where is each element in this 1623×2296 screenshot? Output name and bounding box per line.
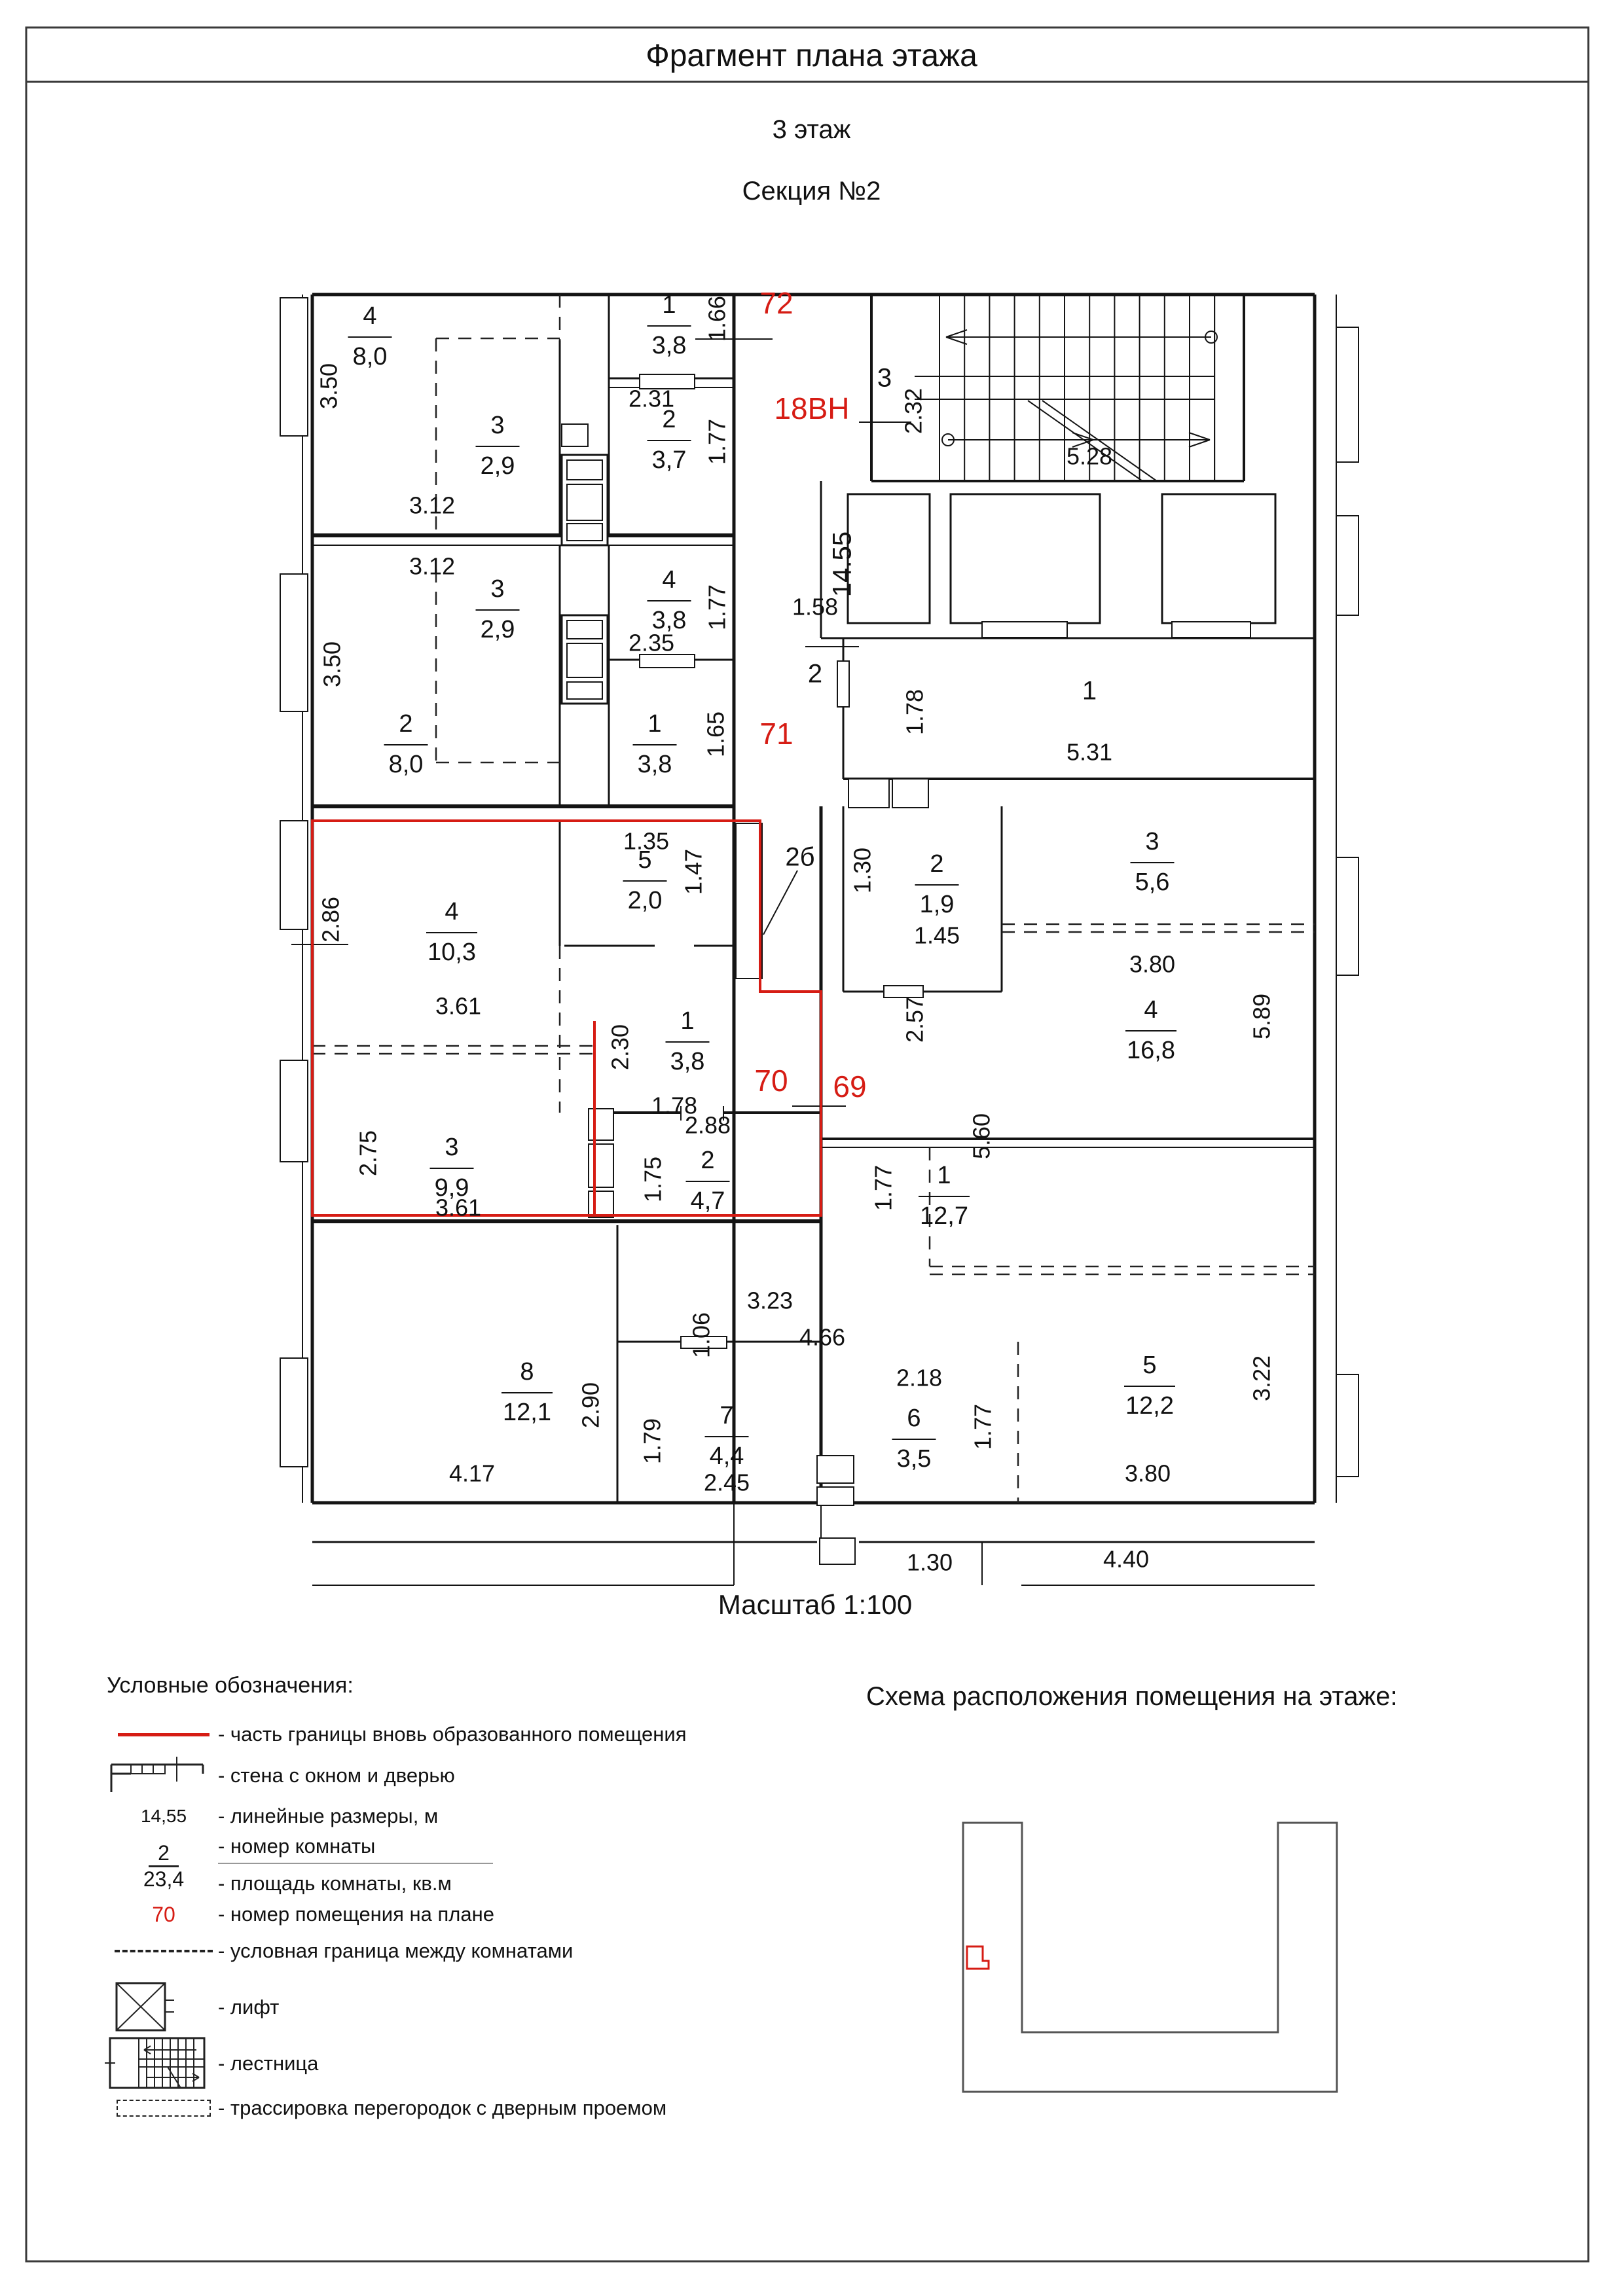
wall-opening-symbol <box>640 655 695 668</box>
partition-tracing-icon <box>105 2085 223 2131</box>
page-title: Фрагмент плана этажа <box>646 39 977 73</box>
dim-label: 2.30 <box>606 1024 634 1071</box>
wall-opening-symbol <box>817 1456 854 1483</box>
wall-opening-symbol <box>589 1144 613 1187</box>
room-number: 3 <box>1145 828 1159 856</box>
wall-opening-symbol <box>892 779 928 808</box>
dim-label: 1.45 <box>913 922 960 949</box>
dim-label: 3.23 <box>746 1287 793 1314</box>
wall-opening-symbol <box>848 494 930 623</box>
room-area: 5,6 <box>1135 869 1170 897</box>
dim-label: 4.40 <box>1103 1545 1150 1573</box>
room-number: 4 <box>662 566 676 594</box>
unit-number-label: 18ВН <box>774 391 850 426</box>
dim-label: 1.75 <box>639 1156 666 1203</box>
room-area: 3,8 <box>651 332 687 360</box>
plan-note: 2б <box>785 842 815 872</box>
wall-opening-symbol <box>817 1487 854 1505</box>
room-area: 3,5 <box>896 1445 932 1473</box>
room-number: 3 <box>490 575 505 603</box>
scale-note: Масштаб 1:100 <box>718 1589 913 1620</box>
stair-arrow <box>946 330 1211 344</box>
room-number: 5 <box>1142 1352 1157 1380</box>
room-area: 4,4 <box>709 1443 744 1471</box>
wall-opening-symbol <box>567 682 602 699</box>
dim-label: 4.17 <box>448 1460 496 1487</box>
floor-subtitle: 3 этаж <box>772 115 851 144</box>
wall-opening-symbol <box>280 298 308 436</box>
room-number: 4 <box>1144 996 1158 1024</box>
dim-label: 3.80 <box>1129 950 1176 978</box>
dim-label: 1.66 <box>703 295 731 342</box>
room-area: 8,0 <box>388 751 424 779</box>
legend-item-new-boundary: - часть границы вновь образованного помещения <box>92 1712 877 1757</box>
room-area: 2,0 <box>627 887 663 915</box>
dim-label: 3.61 <box>435 992 482 1020</box>
room-area: 12,1 <box>503 1399 551 1427</box>
wall-opening-symbol <box>567 620 602 639</box>
legend-heading: Условные обозначения: <box>107 1673 354 1698</box>
room-number: 2 <box>930 850 944 878</box>
room-area: 4,7 <box>690 1187 725 1215</box>
dim-label: 5.31 <box>1066 738 1113 766</box>
wall-opening-symbol <box>567 643 602 677</box>
room-number: 2 <box>662 406 676 434</box>
wall-opening-symbol <box>1162 494 1275 623</box>
legend-item-partition-tracing: - трассировка перегородок с дверным проемом <box>92 2085 877 2131</box>
room-area: 3,8 <box>637 751 672 779</box>
wall-opening-symbol <box>1336 516 1359 615</box>
building-outline <box>963 1823 1337 2092</box>
dashed-boundary-icon <box>105 1928 223 1974</box>
dim-label: 2.45 <box>703 1469 750 1496</box>
room-area: 16,8 <box>1127 1037 1175 1065</box>
room-area: 3,8 <box>670 1048 705 1076</box>
dim-label: 1.06 <box>687 1312 715 1359</box>
wall-opening-symbol <box>280 1358 308 1467</box>
wall-opening-symbol <box>736 823 762 978</box>
dim-label: 2.31 <box>628 385 675 412</box>
dim-label: 3.12 <box>409 492 456 519</box>
plan-note: 2 <box>807 659 823 689</box>
wall-opening-symbol <box>848 779 889 808</box>
dim-label: 5.28 <box>1066 442 1113 470</box>
room-number: 1 <box>647 710 662 738</box>
plan-note: 3 <box>877 363 892 393</box>
wall-opening-symbol <box>280 821 308 929</box>
room-area: 2,9 <box>480 616 515 644</box>
wall-opening-symbol <box>589 1191 613 1217</box>
wall-opening-symbol <box>562 424 588 446</box>
dim-label: 1.30 <box>848 847 876 894</box>
dim-label: 1.78 <box>901 689 928 736</box>
wall-opening-symbol <box>567 524 602 541</box>
dim-label: 1.77 <box>969 1403 996 1450</box>
dim-label: 1.77 <box>869 1164 897 1211</box>
dim-label: 2.75 <box>354 1130 382 1177</box>
room-area: 2,9 <box>480 452 515 480</box>
dim-label: 1.30 <box>906 1549 953 1576</box>
room-area: 10,3 <box>428 939 476 967</box>
dim-label: 1.78 <box>651 1092 698 1119</box>
room-number: 1 <box>937 1162 951 1190</box>
plan-note: 1 <box>1082 676 1097 706</box>
dim-label: 1.65 <box>702 711 729 758</box>
room-area: 12,2 <box>1125 1392 1174 1420</box>
dim-label: 2.90 <box>577 1382 604 1429</box>
dim-label: 5.60 <box>968 1113 995 1160</box>
room-number: 3 <box>490 412 505 440</box>
room-area: 9,9 <box>434 1174 469 1202</box>
wall-opening-symbol <box>567 460 602 480</box>
room-number: 3 <box>445 1134 459 1162</box>
unit-number-sample: 70 <box>152 1902 175 1926</box>
room-area: 1,9 <box>919 891 955 919</box>
legend-item-room-number-area: $\frac{2}{23,4}$ - номер комнаты - площадь комнаты, кв.м <box>92 1830 877 1902</box>
staircase-icon <box>105 2034 223 2093</box>
dim-label: 2.18 <box>896 1364 943 1391</box>
unit-number-label: 71 <box>759 717 793 751</box>
legend-item-linear-dims: 14,55 - линейные размеры, м <box>92 1793 877 1839</box>
elevator-icon <box>105 1978 223 2037</box>
dim-label: 1.35 <box>623 827 670 855</box>
wall-opening-symbol <box>589 1109 613 1140</box>
dim-label: 5.89 <box>1248 993 1275 1040</box>
wall-opening-symbol <box>567 484 602 520</box>
wall-opening-symbol <box>1336 1374 1359 1477</box>
dim-label: 3.80 <box>1124 1460 1171 1487</box>
wall-opening-symbol <box>820 1538 855 1564</box>
unit-number-label: 72 <box>759 286 793 321</box>
wall-opening-symbol <box>1336 857 1359 975</box>
section-subtitle: Секция №2 <box>742 177 881 206</box>
location-scheme <box>963 1823 1337 2092</box>
dim-label: 1.77 <box>703 418 731 465</box>
room-area: 3,7 <box>651 446 687 475</box>
balcony-leader-line <box>763 870 797 935</box>
dim-label: 4.66 <box>799 1323 846 1351</box>
unit-number-label: 70 <box>754 1064 788 1098</box>
room-number: 8 <box>520 1358 534 1386</box>
room-number: 7 <box>720 1402 734 1430</box>
dim-label: 1.77 <box>703 584 731 631</box>
dim-label: 1.47 <box>680 848 707 895</box>
room-number: 1 <box>680 1007 695 1035</box>
red-boundary-line-icon <box>105 1712 223 1757</box>
legend-item-conditional-boundary: - условная граница между комнатами <box>92 1928 877 1974</box>
wall-opening-symbol <box>1172 622 1250 637</box>
wall-opening-symbol <box>280 1060 308 1162</box>
dim-label: 1.58 <box>792 593 839 620</box>
dim-label: 14.55 <box>828 531 857 598</box>
dim-label: 3.61 <box>435 1194 482 1221</box>
legend-item-wall-window-door: - стена с окном и дверью <box>92 1753 877 1799</box>
room-number: 4 <box>363 302 377 331</box>
dim-label: 2.32 <box>900 387 927 435</box>
dim-label: 3.50 <box>315 363 342 410</box>
dim-label: 2.86 <box>317 896 344 943</box>
room-number: 6 <box>907 1405 921 1433</box>
room-number: 1 <box>662 291 676 319</box>
wall-opening-symbol <box>982 622 1067 637</box>
plan-labels <box>316 286 1275 1575</box>
unit-number-label: 69 <box>833 1069 867 1104</box>
wall-opening-symbol <box>951 494 1100 623</box>
wall-window-door-icon <box>105 1753 223 1799</box>
dim-label: 2.88 <box>684 1111 731 1139</box>
scheme-heading: Схема расположения помещения на этаже: <box>866 1682 1398 1711</box>
room-number: 2 <box>701 1147 715 1175</box>
wall-opening-symbol <box>884 986 923 997</box>
dim-label: 1.79 <box>638 1418 666 1465</box>
legend-item-elevator: - лифт <box>92 1978 877 2037</box>
room-area: 12,7 <box>920 1202 968 1230</box>
dim-label: 3.12 <box>409 552 456 580</box>
wall-opening-symbol <box>1336 327 1359 462</box>
room-fraction-sample: $\frac{2}{23,4}$ <box>143 1840 185 1891</box>
room-number: 4 <box>445 898 459 926</box>
room-area: 3,8 <box>651 607 687 635</box>
dim-label: 3.22 <box>1248 1355 1275 1402</box>
dim-label: 2.57 <box>901 996 928 1043</box>
legend-divider <box>218 1863 493 1864</box>
legend-item-staircase: - лестница <box>92 2034 877 2093</box>
room-number: 2 <box>399 710 413 738</box>
dim-label: 2.35 <box>628 629 675 656</box>
wall-opening-symbol <box>280 574 308 711</box>
room-number: 5 <box>638 846 652 874</box>
linear-dim-sample: 14,55 <box>140 1806 187 1826</box>
dim-label: 3.50 <box>318 641 346 688</box>
wall-opening-symbol <box>837 661 849 707</box>
room-area: 8,0 <box>352 343 388 371</box>
legend-item-unit-number: 70 - номер помещения на плане <box>92 1892 877 1937</box>
